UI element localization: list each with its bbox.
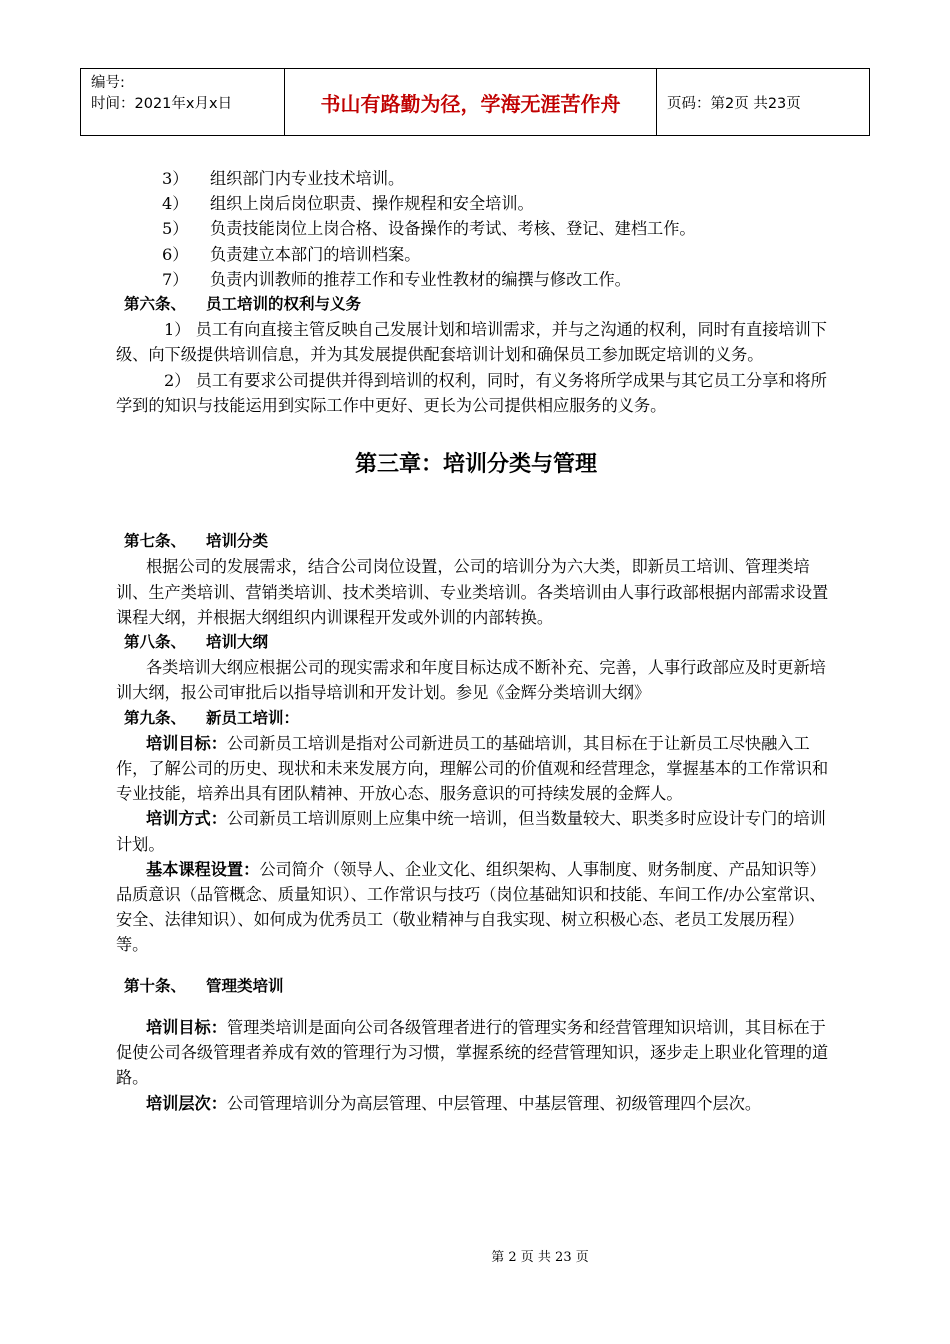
article-title: 管理类培训 bbox=[206, 976, 284, 995]
list-item-number: 6） bbox=[162, 244, 189, 264]
page-footer: 第 2 页 共 23 页 bbox=[491, 1250, 589, 1265]
list-item-text: 组织部门内专业技术培训。 bbox=[210, 169, 405, 188]
goal-text: 管理类培训是面向公司各级管理者进行的管理实务和经营管理知识培训，其目标在于促使公司各级管理者养成有效的管理行为习惯，掌握系统的经营管理知识，逐步走上职业化管理的道路。 bbox=[116, 1017, 829, 1088]
article-title: 培训分类 bbox=[206, 532, 269, 551]
list-item bbox=[116, 242, 836, 267]
article-number: 第十条、 bbox=[124, 976, 187, 995]
goal-label: 培训目标： bbox=[146, 733, 227, 753]
article-7-heading bbox=[116, 529, 836, 554]
level-label: 培训层次： bbox=[146, 1093, 227, 1113]
list-item bbox=[116, 191, 836, 216]
goal-text: 公司新员工培训是指对公司新进员工的基础培训，其目标在于让新员工尽快融入工作，了解公司的历史、现状和未来发展方向，理解公司的价值观和经营理念，掌握基本的工作常识和专业技能，培养出具有团队精神、开放心态、服务意识的可持续发展的金辉人。 bbox=[116, 733, 829, 804]
list-item-number: 4） bbox=[162, 194, 189, 214]
article-9-goal bbox=[116, 731, 836, 807]
article-6-paragraph-1: 1） 员工有向直接主管反映自己发展计划和培训需求，并与之沟通的权利，同时有直接培训下级、向下级提供培训信息，并为其发展提供配套培训计划和确保员工参加既定培训的义务。 bbox=[116, 320, 827, 365]
goal-label: 培训目标： bbox=[146, 1017, 227, 1037]
level-text: 公司管理培训分为高层管理、中层管理、中基层管理、初级管理四个层次。 bbox=[226, 1093, 762, 1113]
chapter-title: 第三章：培训分类与管理 bbox=[354, 452, 597, 478]
article-9-heading bbox=[116, 706, 836, 731]
article-10-goal bbox=[116, 1015, 836, 1091]
article-7-paragraph: 根据公司的发展需求，结合公司岗位设置，公司的培训分为六大类，即新员工培训、管理类培训、生产类培训、营销类培训、技术类培训、专业类培训。各类培训由人事行政部根据内部需求设置课程大纲，并根据大纲组织内训课程开发或外训的内部转换。 bbox=[116, 557, 829, 627]
article-number: 第九条、 bbox=[124, 708, 187, 727]
article-number: 第八条、 bbox=[124, 633, 187, 652]
article-10-level bbox=[116, 1091, 836, 1116]
article-9-method bbox=[116, 806, 836, 856]
number-label: 编号: bbox=[91, 75, 125, 91]
article-8-heading bbox=[116, 630, 836, 655]
article-title: 新员工培训： bbox=[206, 708, 300, 727]
list-item-text: 负责技能岗位上岗合格、设备操作的考试、考核、登记、建档工作。 bbox=[210, 219, 696, 239]
article-title: 员工培训的权利与义务 bbox=[206, 295, 362, 314]
method-text: 公司新员工培训原则上应集中统一培训，但当数量较大、职类多时应设计专门的培训计划。 bbox=[116, 809, 826, 854]
method-label: 培训方式： bbox=[146, 809, 227, 829]
header-page-info: 页码：第2页 共23页 bbox=[667, 95, 801, 112]
document-body bbox=[116, 166, 836, 1116]
list-item-text: 负责内训教师的推荐工作和专业性教材的编撰与修改工作。 bbox=[210, 269, 631, 289]
article-6-paragraph-2: 2） 员工有要求公司提供并得到培训的权利，同时，有义务将所学成果与其它员工分享和将所学到的知识与技能运用到实际工作中更好、更长为公司提供相应服务的义务。 bbox=[116, 370, 827, 415]
page-header bbox=[80, 68, 870, 136]
article-title: 培训大纲 bbox=[206, 633, 269, 652]
article-10-heading bbox=[116, 974, 836, 999]
time-label: 时间：2021年x月x日 bbox=[91, 96, 233, 112]
article-number: 第六条、 bbox=[124, 295, 187, 314]
list-item bbox=[116, 267, 836, 292]
course-text: 公司简介（领导人、企业文化、组织架构、人事制度、财务制度、产品知识等）品质意识（品管概念、质量知识）、工作常识与技巧（岗位基础知识和技能、车间工作/办公室常识、安全、法律知识）、如何成为优秀员工（敬业精神与自我实现、树立积极心态、老员工发展历程）等。 bbox=[116, 859, 826, 955]
article-number: 第七条、 bbox=[124, 532, 187, 551]
list-item bbox=[116, 166, 836, 191]
article-8-paragraph: 各类培训大纲应根据公司的现实需求和年度目标达成不断补充、完善，人事行政部应及时更新培训大纲，报公司审批后以指导培训和开发计划。参见《金辉分类培训大纲》 bbox=[116, 658, 826, 703]
list-item-number: 7） bbox=[162, 269, 189, 289]
spacer bbox=[116, 999, 836, 1015]
header-motto: 书山有路勤为径，学海无涯苦作舟 bbox=[285, 69, 657, 135]
article-6-heading bbox=[116, 292, 836, 317]
list-item-text: 组织上岗后岗位职责、操作规程和安全培训。 bbox=[210, 194, 534, 214]
list-item-number: 5） bbox=[162, 219, 189, 239]
list-item bbox=[116, 216, 836, 241]
course-label: 基本课程设置： bbox=[146, 859, 260, 879]
header-meta bbox=[81, 69, 285, 135]
list-item-number: 3） bbox=[162, 169, 189, 188]
spacer bbox=[116, 958, 836, 974]
article-9-course bbox=[116, 857, 836, 958]
list-item-text: 负责建立本部门的培训档案。 bbox=[210, 244, 421, 264]
